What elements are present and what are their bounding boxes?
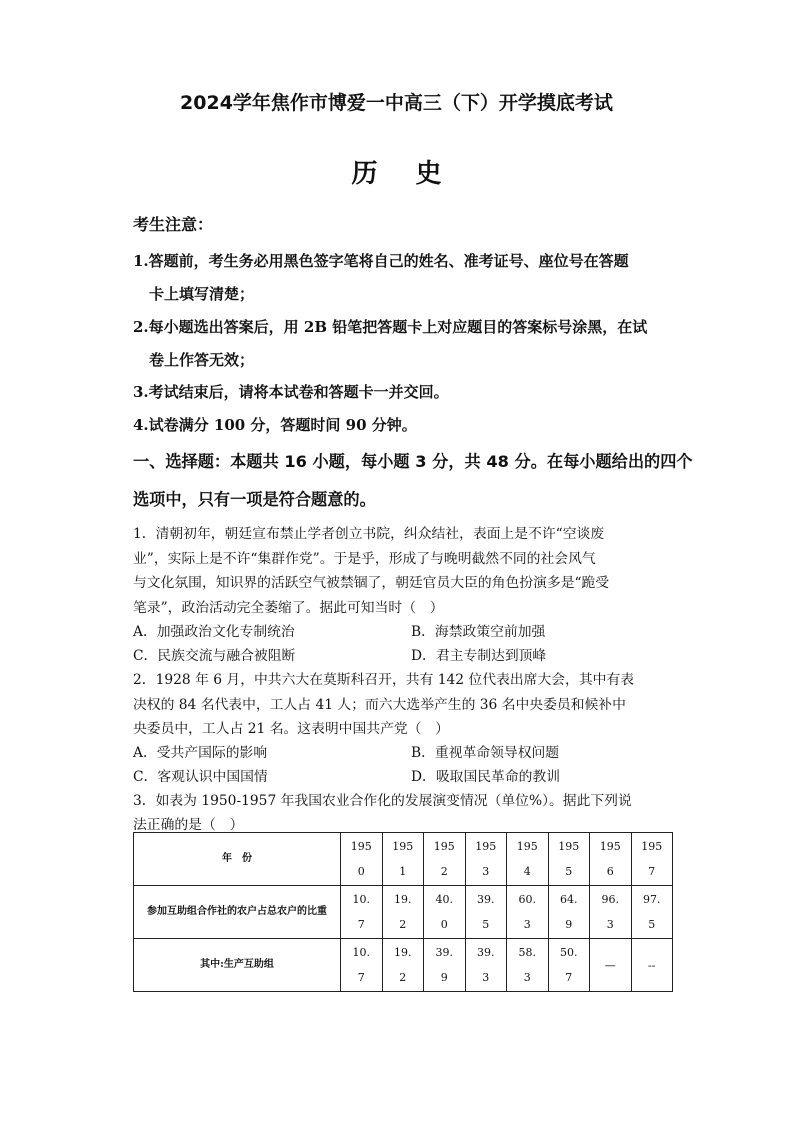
year-cell: 195 5: [548, 833, 590, 886]
value-cell: 10. 7: [341, 886, 383, 939]
value-cell: 39. 5: [465, 886, 507, 939]
notice-item-2: 2.每小题选出答案后，用 2B 铅笔把答题卡上对应题目的答案标号涂黑，在试: [133, 318, 648, 336]
value-cell: 39. 9: [424, 939, 466, 992]
notice-item-1: 1.答题前，考生务必用黑色签字笔将自己的姓名、准考证号、座位号在答题: [133, 252, 629, 270]
question-2-option-a: A．受共产国际的影响: [133, 745, 268, 761]
question-3-line-1: 3．如表为 1950-1957 年我国农业合作化的发展演变情况（单位%）。据此下列说: [133, 793, 632, 809]
question-2-line-3: 央委员中，工人占 21 名。这表明中国共产党（ ）: [133, 721, 450, 737]
table-row-mutual-aid: [134, 939, 673, 992]
notice-heading: 考生注意：: [133, 215, 214, 234]
question-1-line-3: 与文化氛围，知识界的活跃空气被禁锢了，朝廷官员大臣的角色扮演多是“跪受: [133, 575, 610, 591]
notice-item-3: 3.考试结束后，请将本试卷和答题卡一并交回。: [133, 383, 449, 401]
question-1-option-d: D．君主专制达到顶峰: [411, 648, 547, 664]
year-cell: 195 2: [424, 833, 466, 886]
value-cell: 40. 0: [424, 886, 466, 939]
empty-value-cell: --: [631, 939, 673, 992]
question-2-line-1: 2．1928 年 6 月，中共六大在莫斯科召开，共有 142 位代表出席大会，其中有表: [133, 672, 635, 688]
year-cell: 195 0: [341, 833, 383, 886]
question-2-option-d: D．吸取国民革命的教训: [411, 769, 561, 785]
cooperation-table: [133, 832, 673, 992]
value-cell: 64. 9: [548, 886, 590, 939]
question-2-option-b: B．重视革命领导权问题: [411, 745, 560, 761]
question-1-option-a: A．加强政治文化专制统治: [133, 624, 295, 640]
value-cell: 39. 3: [465, 939, 507, 992]
row-label-mutual-aid: 其中:生产互助组: [134, 939, 341, 992]
question-1-option-b: B．海禁政策空前加强: [411, 624, 546, 640]
table-row-total: [134, 886, 673, 939]
question-1-line-4: 笔录”，政治活动完全萎缩了。据此可知当时（ ）: [133, 600, 444, 616]
section-heading-line1: 一、选择题：本题共 16 小题，每小题 3 分，共 48 分。在每小题给出的四个: [133, 452, 693, 471]
question-2-option-c: C．客观认识中国国情: [133, 769, 268, 785]
value-cell: 50. 7: [548, 939, 590, 992]
question-1-line-2: 业”，实际上是不许“集群作党”。于是乎，形成了与晚明截然不同的社会风气: [133, 551, 596, 567]
value-cell: 60. 3: [507, 886, 549, 939]
value-cell: 96. 3: [590, 886, 632, 939]
question-1-line-1: 1．清朝初年，朝廷宣布禁止学者创立书院，纠众结社，表面上是不许“空谈废: [133, 526, 605, 542]
year-header-cell: 年 份: [134, 833, 341, 886]
year-cell: 195 7: [631, 833, 673, 886]
value-cell: 97. 5: [631, 886, 673, 939]
notice-item-4: 4.试卷满分 100 分，答题时间 90 分钟。: [133, 416, 417, 434]
value-cell: 10. 7: [341, 939, 383, 992]
value-cell: 19. 2: [382, 886, 424, 939]
exam-title: 2024学年焦作市博爱一中高三（下）开学摸底考试: [180, 92, 613, 114]
notice-item-2-cont: 卷上作答无效；: [149, 351, 255, 369]
question-3-line-2: 法正确的是（ ）: [133, 817, 244, 833]
question-1-option-c: C．民族交流与融合被阻断: [133, 648, 296, 664]
subject-heading: 历史: [351, 159, 480, 189]
year-cell: 195 1: [382, 833, 424, 886]
empty-value-cell: —: [590, 939, 632, 992]
value-cell: 58. 3: [507, 939, 549, 992]
row-label-total: 参加互助组合作社的农户占总农户的比重: [134, 886, 341, 939]
question-2-line-2: 决权的 84 名代表中，工人占 41 人；而六大选举产生的 36 名中央委员和候补中: [133, 697, 626, 713]
notice-item-1-cont: 卡上填写清楚；: [149, 285, 255, 303]
year-cell: 195 4: [507, 833, 549, 886]
table-row-years: [134, 833, 673, 886]
value-cell: 19. 2: [382, 939, 424, 992]
year-cell: 195 3: [465, 833, 507, 886]
year-cell: 195 6: [590, 833, 632, 886]
section-heading-line2: 选项中，只有一项是符合题意的。: [133, 490, 376, 509]
